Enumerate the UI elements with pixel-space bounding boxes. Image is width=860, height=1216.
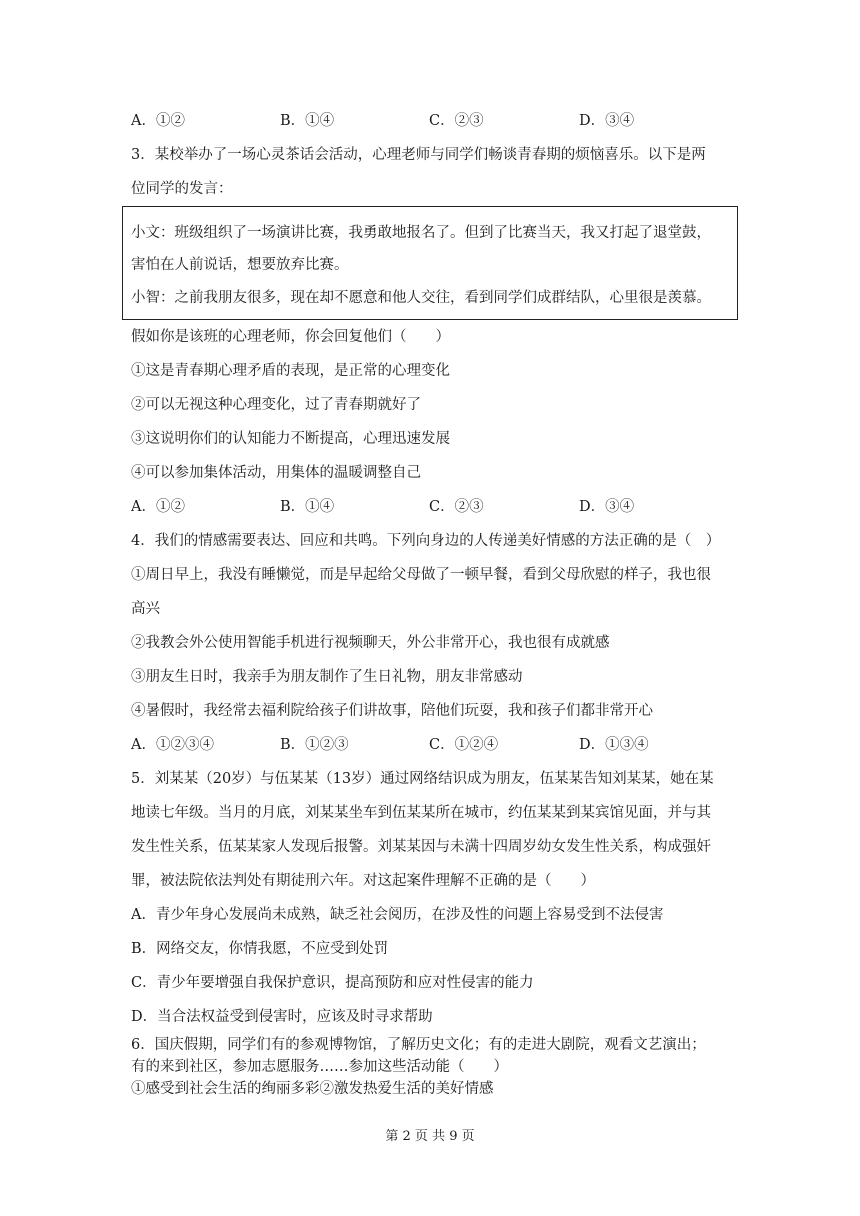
q4-stem: 4．我们的情感需要表达、回应和共鸣。下列向身边的人传递美好情感的方法正确的是（ ）	[131, 533, 721, 549]
q3-item-3: ③这说明你们的认知能力不断提高，心理迅速发展	[131, 431, 450, 447]
q3-quote-box	[122, 206, 738, 320]
q3-option-b: B．①④	[280, 499, 335, 515]
q3-options	[131, 497, 731, 517]
q3-option-d: D．③④	[579, 499, 635, 515]
q6-stem-line-2: 有的来到社区，参加志愿服务……参加这些活动能（ ）	[131, 1059, 508, 1075]
q4-option-a: A．①②③④	[131, 737, 214, 753]
q4-item-2: ②我教会外公使用智能手机进行视频聊天，外公非常开心，我也很有成就感	[131, 635, 610, 651]
q2-option-a: A．①②	[131, 113, 185, 129]
q5-stem-line-1: 5．刘某某（20岁）与伍某某（13岁）通过网络结识成为朋友，伍某某告知刘某某，她在某	[131, 771, 714, 787]
q3-quote-xiaowen-line-1: 小文：班级组织了一场演讲比赛，我勇敢地报名了。但到了比赛当天，我又打起了退堂鼓，	[131, 225, 711, 241]
q3-stem-line-2: 位同学的发言：	[131, 181, 233, 197]
q5-option-d: D．当合法权益受到侵害时，应该及时寻求帮助	[131, 1009, 433, 1025]
q4-item-3: ③朋友生日时，我亲手为朋友制作了生日礼物，朋友非常感动	[131, 669, 523, 685]
q3-quote-xiaozhi: 小智：之前我朋友很多，现在却不愿意和他人交往，看到同学们成群结队，心里很是羡慕。	[131, 290, 711, 306]
q3-option-c: C．②③	[429, 499, 484, 515]
q6-items: ①感受到社会生活的绚丽多彩②激发热爱生活的美好情感	[131, 1081, 494, 1097]
q5-stem-line-2: 地读七年级。当月的月底，刘某某坐车到伍某某所在城市，约伍某某到某宾馆见面，并与其	[131, 805, 711, 821]
page-footer: 第 2 页 共 9 页	[385, 1129, 475, 1144]
q5-option-a: A．青少年身心发展尚未成熟，缺乏社会阅历，在涉及性的问题上容易受到不法侵害	[131, 907, 664, 923]
q2-option-c: C．②③	[429, 113, 484, 129]
q4-item-1-line-1: ①周日早上，我没有睡懒觉，而是早起给父母做了一顿早餐，看到父母欣慰的样子，我也很	[131, 567, 711, 583]
q3-item-4: ④可以参加集体活动，用集体的温暖调整自己	[131, 465, 421, 481]
q4-item-4: ④暑假时，我经常去福利院给孩子们讲故事，陪他们玩耍，我和孩子们都非常开心	[131, 703, 653, 719]
q4-item-1-line-2: 高兴	[131, 601, 160, 617]
q3-option-a: A．①②	[131, 499, 185, 515]
q4-option-d: D．①③④	[579, 737, 649, 753]
q3-item-2: ②可以无视这种心理变化，过了青春期就好了	[131, 397, 421, 413]
q5-option-c: C．青少年要增强自我保护意识，提高预防和应对性侵害的能力	[131, 975, 534, 991]
q5-option-b: B．网络交友，你情我愿，不应受到处罚	[131, 941, 389, 957]
q4-option-c: C．①②④	[429, 737, 499, 753]
q3-question: 假如你是该班的心理老师，你会回复他们（ ）	[131, 329, 450, 345]
q4-option-b: B．①②③	[280, 737, 349, 753]
q5-stem-line-3: 发生性关系，伍某某家人发现后报警。刘某某因与未满十四周岁幼女发生性关系，构成强奸	[131, 839, 711, 855]
q5-stem-line-4: 罪，被法院依法判处有期徒刑六年。对这起案件理解不正确的是（ ）	[131, 873, 595, 889]
q6-stem-line-1: 6．国庆假期，同学们有的参观博物馆，了解历史文化；有的走进大剧院，观看文艺演出；	[131, 1037, 706, 1053]
q2-options	[131, 111, 731, 131]
q3-stem-line-1: 3．某校举办了一场心灵茶话会活动，心理老师与同学们畅谈青春期的烦恼喜乐。以下是两	[131, 147, 706, 163]
q2-option-b: B．①④	[280, 113, 335, 129]
q3-quote-xiaowen-line-2: 害怕在人前说话，想要放弃比赛。	[131, 257, 349, 273]
q4-options	[131, 735, 731, 755]
q3-item-1: ①这是青春期心理矛盾的表现，是正常的心理变化	[131, 363, 450, 379]
q2-option-d: D．③④	[579, 113, 635, 129]
